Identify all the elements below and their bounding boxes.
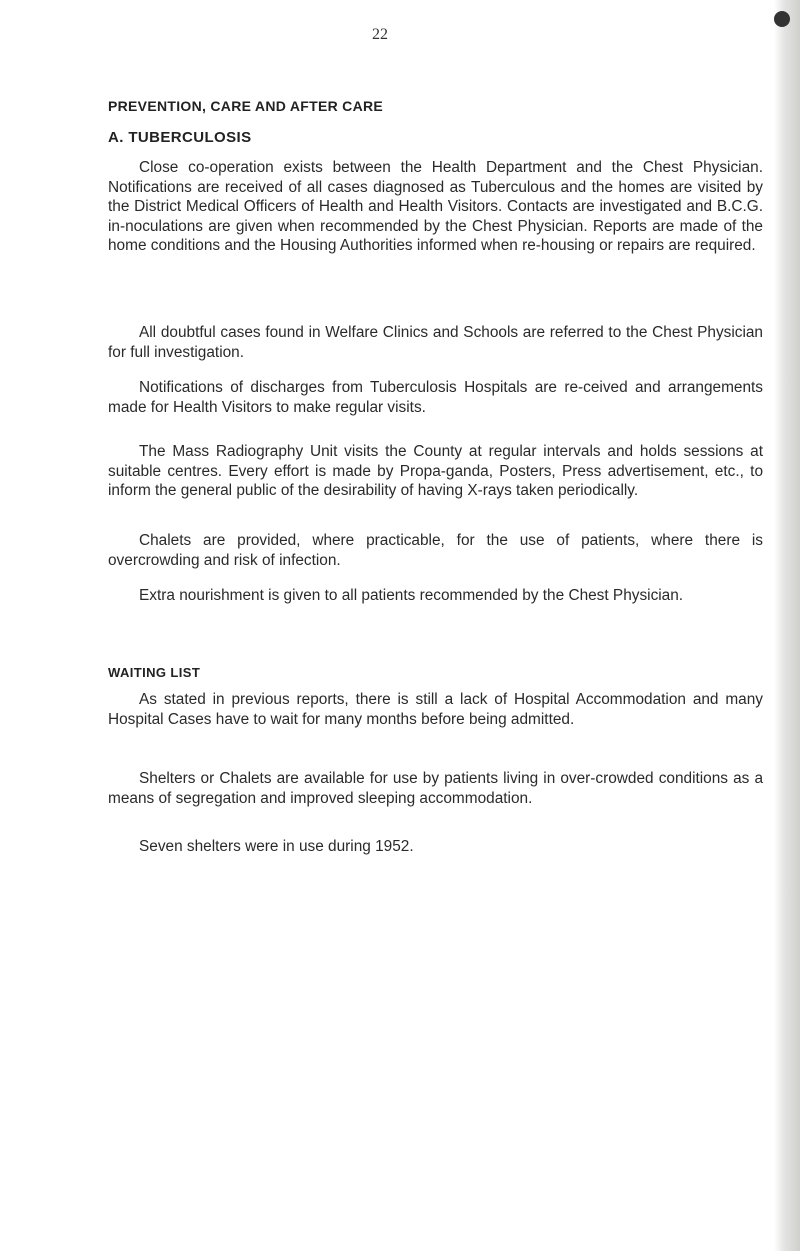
binding-hole-mark: [774, 11, 790, 27]
paragraph-doubtful-cases: All doubtful cases found in Welfare Clinics and Schools are referred to the Chest Physician for full investigation.: [108, 324, 763, 361]
paragraph-extra-nourishment: Extra nourishment is given to all patients recommended by the Chest Physician.: [139, 587, 684, 604]
paragraph-tb-cooperation: Close co-operation exists between the Health Department and the Chest Physician. Notifications are received of all cases diagnosed as Tuberculous and the homes are visited by the District Medical Officers of Health and Health Visitors. Contacts are investigated and B.C.G. in-noculations are given when recommended by the Chest Physician. Reports are made of the home conditions and the Housing Authorities informed when re-housing or repairs are required.: [108, 159, 763, 255]
waiting-list-heading: WAITING LIST: [108, 665, 201, 680]
paragraph-discharges: Notifications of discharges from Tuberculosis Hospitals are re-ceived and arrangements made for Health Visitors to make regular visits.: [108, 379, 763, 416]
paragraph-mass-radiography: The Mass Radiography Unit visits the County at regular intervals and holds sessions at suitable centres. Every effort is made by Propa-ganda, Posters, Press advertisement, etc., to inform the general public of the desirability of having X-rays taken periodically.: [108, 443, 763, 500]
paragraph-hospital-accommodation: As stated in previous reports, there is still a lack of Hospital Accommodation and many Hospital Cases have to wait for many months before being admitted.: [108, 691, 763, 728]
page-edge-shadow: [774, 0, 800, 1251]
paragraph-shelters: Shelters or Chalets are available for use by patients living in over-crowded conditions as a means of segregation and improved sleeping accommodation.: [108, 770, 763, 807]
paragraph-chalets: Chalets are provided, where practicable, for the use of patients, where there is overcrowding and risk of infection.: [108, 532, 763, 569]
section-title: PREVENTION, CARE AND AFTER CARE: [108, 98, 384, 114]
paragraph-seven-shelters: Seven shelters were in use during 1952.: [139, 838, 414, 855]
subsection-title: A. TUBERCULOSIS: [108, 129, 252, 146]
page-number: 22: [372, 26, 388, 43]
